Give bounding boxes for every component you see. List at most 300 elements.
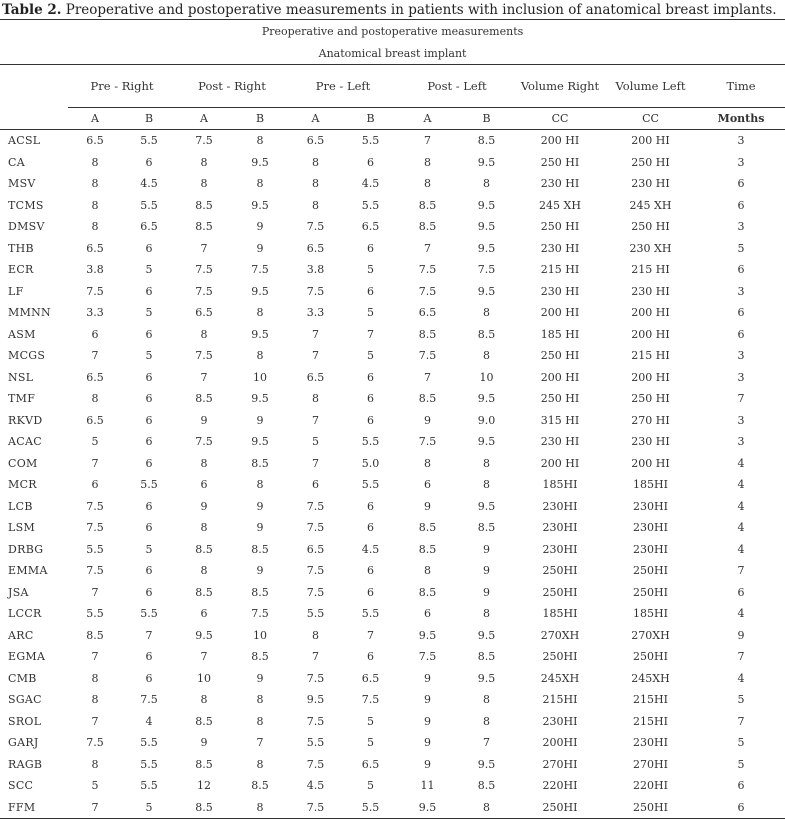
table-cell: 9.5	[251, 284, 269, 298]
table-cell: 250 HI	[540, 349, 580, 363]
table-cell: 270XH	[631, 628, 670, 642]
table-cell: 250 HI	[540, 155, 580, 169]
table-cell: 9.5	[251, 327, 269, 341]
blank-header-cell	[0, 65, 68, 108]
table-cell: 245XH	[540, 671, 580, 685]
table-row	[0, 410, 785, 432]
table-cell: 5.5	[361, 478, 380, 492]
table-cell: 6	[737, 177, 745, 191]
table-cell: 7	[256, 736, 264, 750]
table-cell: 8.5	[195, 392, 213, 406]
table-cell: 270XH	[540, 628, 580, 642]
table-cell: 230HI	[633, 542, 668, 556]
table-cell: 8	[232, 797, 288, 819]
table-cell: 250HI	[542, 564, 578, 578]
table-cell: 8	[91, 671, 99, 685]
table-cell: 6.5	[86, 134, 104, 148]
table-cell: 10	[253, 370, 267, 384]
table-cell: 5.5	[361, 607, 380, 621]
table-cell: 8	[424, 177, 431, 191]
table-cell: 4	[737, 607, 745, 621]
table-cell: 9	[256, 564, 264, 578]
table-cell: 200 HI	[631, 306, 670, 320]
table-cell: 4.5	[361, 542, 380, 556]
table-cell: 7.5	[418, 650, 437, 664]
table-cell: 7.5	[306, 220, 325, 234]
table-cell: 6	[145, 564, 153, 578]
table-cell: 9	[483, 564, 490, 578]
table-cell: 7.5	[418, 284, 437, 298]
table-row	[0, 216, 785, 238]
patient-initials-cell: ACAC	[8, 435, 42, 449]
table-row	[0, 668, 785, 690]
table-row	[0, 539, 785, 561]
table-cell: 250 HI	[631, 155, 670, 169]
table-cell: 9.5	[251, 198, 269, 212]
table-cell: 6.5	[195, 306, 213, 320]
table-cell: 8	[200, 693, 208, 707]
table-cell: 7.5	[306, 585, 325, 599]
table-cell: 200 HI	[631, 327, 670, 341]
table-cell: 8.5	[477, 779, 496, 793]
table-cell: 10	[479, 370, 494, 384]
header-post-right: Post - Right	[176, 65, 288, 108]
table-cell: 250HI	[542, 585, 578, 599]
table-cell: 9.5	[477, 671, 496, 685]
table-cell: 7	[312, 349, 319, 363]
table-cell: 215HI	[633, 714, 668, 728]
table-cell: 8	[483, 456, 490, 470]
table-cell: 5	[737, 736, 745, 750]
patient-initials-cell: LCCR	[8, 607, 42, 621]
patient-initials-cell: MMNN	[8, 306, 51, 320]
table-cell: 6	[312, 478, 319, 492]
subheader-b: B	[457, 108, 516, 130]
table-cell: 6	[91, 478, 99, 492]
table-cell: 5.5	[86, 607, 104, 621]
table-cell: 7.5	[86, 284, 104, 298]
table-cell: 9	[424, 714, 431, 728]
patient-initials-cell: RKVD	[8, 413, 43, 427]
table-cell: 5	[367, 263, 374, 277]
table-cell: 6.5	[306, 370, 325, 384]
table-cell: 8.5	[195, 542, 213, 556]
table-cell: 8	[200, 564, 208, 578]
table-cell: 5	[91, 779, 99, 793]
table-cell: 5	[737, 757, 745, 771]
patient-initials-cell: ACSL	[8, 134, 41, 148]
table-cell: 5.5	[140, 478, 158, 492]
table-cell: 3	[737, 220, 745, 234]
table-cell: 9	[424, 499, 431, 513]
table-cell: 4	[737, 478, 745, 492]
table-cell: 185HI	[633, 478, 668, 492]
table-cell: 8	[200, 155, 208, 169]
table-cell: 5	[122, 797, 176, 819]
table-cell: 8.5	[251, 585, 269, 599]
table-cell: 9	[256, 413, 264, 427]
table-cell: 8	[91, 220, 99, 234]
patient-initials-cell: LF	[8, 284, 24, 298]
table-cell: 5.5	[361, 198, 380, 212]
table-cell: 8	[483, 607, 490, 621]
table-cell: 8	[91, 757, 99, 771]
table-cell: 7.5	[361, 693, 380, 707]
patient-initials-cell: DMSV	[8, 220, 45, 234]
table-cell: 9	[200, 499, 208, 513]
table-cell: 5	[367, 736, 374, 750]
table-cell: 6	[145, 456, 153, 470]
table-cell: 230 XH	[629, 241, 672, 255]
table-cell: 8.5	[418, 521, 437, 535]
table-cell: 230HI	[633, 499, 668, 513]
table-cell: 6.5	[140, 220, 158, 234]
table-cell: 8	[483, 306, 490, 320]
table-subtitle-row	[0, 42, 785, 65]
table-cell: 9.5	[477, 155, 496, 169]
table-cell: 5.5	[140, 736, 158, 750]
table-cell: 8	[424, 456, 431, 470]
table-cell: 9	[483, 542, 490, 556]
table-cell: 7	[91, 585, 99, 599]
table-cell: 6.5	[361, 671, 380, 685]
table-cell: 315 HI	[540, 413, 580, 427]
table-cell: 8	[256, 306, 264, 320]
table-cell: 245XH	[631, 671, 670, 685]
table-cell: 8.5	[418, 542, 437, 556]
table-cell: 6	[145, 650, 153, 664]
table-cell: 5.5	[86, 542, 104, 556]
table-cell: 200HI	[542, 736, 578, 750]
table-cell: 6	[367, 521, 374, 535]
table-cell: 9.5	[477, 284, 496, 298]
table-cell: 8	[483, 177, 490, 191]
table-cell: 6	[737, 327, 745, 341]
table-cell: 3.8	[306, 263, 325, 277]
table-cell: 3	[737, 435, 745, 449]
table-cell: 9.5	[251, 435, 269, 449]
table-cell: 8.5	[418, 585, 437, 599]
table-cell: 9	[483, 585, 490, 599]
table-cell: 8	[256, 757, 264, 771]
table-cell: 7	[737, 392, 745, 406]
table-cell: 8	[91, 392, 99, 406]
table-cell: 6	[367, 241, 374, 255]
table-cell: 5	[367, 714, 374, 728]
table-cell: 250HI	[633, 585, 668, 599]
table-row	[0, 281, 785, 303]
table-cell: 215HI	[542, 693, 578, 707]
subheader-cc-left: CC	[604, 108, 697, 130]
table-cell: 185HI	[633, 607, 668, 621]
table-cell: 5.5	[306, 607, 325, 621]
table-cell: 7	[424, 370, 431, 384]
table-cell: 3	[737, 370, 745, 384]
table-cell: 245 XH	[539, 198, 581, 212]
table-cell: 245 XH	[629, 198, 672, 212]
patient-initials-cell: CMB	[8, 671, 37, 685]
patient-initials-cell: LSM	[8, 521, 36, 535]
table-cell: 200 HI	[631, 456, 670, 470]
table-cell: 7	[312, 413, 319, 427]
table-cell: 6	[737, 306, 745, 320]
table-cell: 6	[367, 499, 374, 513]
table-row	[0, 152, 785, 174]
table-cell: 9	[424, 693, 431, 707]
table-cell: 6	[367, 564, 374, 578]
table-cell: 8	[256, 478, 264, 492]
table-cell: 7	[737, 564, 745, 578]
table-cell: 7.5	[477, 263, 496, 277]
table-row	[0, 431, 785, 453]
table-cell: 250HI	[633, 564, 668, 578]
patient-initials-cell: TCMS	[8, 198, 44, 212]
subheader-a: A	[288, 108, 343, 130]
table-cell: 8.5	[418, 198, 437, 212]
patient-initials-cell: MCR	[8, 478, 37, 492]
table-cell: 7.5	[306, 499, 325, 513]
table-cell: 6	[91, 327, 99, 341]
table-cell: 6	[367, 650, 374, 664]
table-cell: 6	[200, 607, 208, 621]
table-cell: 250 HI	[540, 220, 580, 234]
table-cell: 3	[737, 134, 745, 148]
table-cell: 8	[256, 349, 264, 363]
table-cell: 7.5	[418, 263, 437, 277]
table-cell: 4	[737, 671, 745, 685]
table-cell: 230HI	[542, 542, 578, 556]
table-cell: 7.5	[86, 564, 104, 578]
table-cell: 270HI	[542, 757, 578, 771]
table-cell: 5.5	[343, 797, 398, 819]
table-cell: 6.5	[306, 542, 325, 556]
table-cell: 230HI	[542, 521, 578, 535]
patient-initials-cell: ARC	[8, 628, 34, 642]
table-cell: 230 HI	[540, 435, 580, 449]
header-pre-right: Pre - Right	[68, 65, 176, 108]
table-cell: 8.5	[477, 134, 496, 148]
patient-initials-cell: EGMA	[8, 650, 46, 664]
header-volume-right: Volume Right	[516, 65, 604, 108]
table-cell: 250HI	[542, 650, 578, 664]
table-cell: 6	[145, 585, 153, 599]
table-cell: 10	[253, 628, 267, 642]
table-cell: 7.5	[86, 521, 104, 535]
blank-subheader-cell	[0, 108, 68, 130]
table-cell: 6.5	[361, 757, 380, 771]
table-cell: 5	[312, 435, 319, 449]
table-cell: 5	[145, 306, 153, 320]
subheader-a: A	[176, 108, 232, 130]
table-cell: 6	[145, 155, 153, 169]
table-cell: 4	[737, 456, 745, 470]
table-cell: 7	[145, 628, 153, 642]
table-cell: 8.5	[195, 714, 213, 728]
table-cell: 200 HI	[540, 456, 580, 470]
table-cell: 5	[737, 693, 745, 707]
table-cell: 9.5	[195, 628, 213, 642]
table-cell: 6.5	[306, 134, 325, 148]
table-cell: 7.5	[306, 521, 325, 535]
caption-text: Preoperative and postoperative measurements in patients with inclusion of anatomical breast implants.	[61, 2, 777, 18]
table-cell: 9	[424, 413, 431, 427]
table-row	[0, 302, 785, 324]
table-cell: 9	[424, 671, 431, 685]
table-cell: 9.5	[477, 757, 496, 771]
table-cell: 7.5	[306, 284, 325, 298]
table-cell: 4.5	[306, 779, 325, 793]
table-cell: 7.5	[418, 349, 437, 363]
header-pre-left: Pre - Left	[288, 65, 398, 108]
table-title-row	[0, 20, 785, 43]
table-cell: 6.5	[306, 241, 325, 255]
table-cell: 270 HI	[631, 413, 670, 427]
patient-initials-cell: NSL	[8, 370, 34, 384]
table-cell: 3.3	[306, 306, 325, 320]
patient-initials-cell: MSV	[8, 177, 36, 191]
table-cell: 7	[200, 241, 208, 255]
patient-initials-cell: EMMA	[8, 564, 48, 578]
table-cell: 6	[145, 413, 153, 427]
table-row	[0, 238, 785, 260]
table-row	[0, 130, 785, 152]
table-row	[0, 173, 785, 195]
table-row	[0, 324, 785, 346]
sub-header-row	[0, 108, 785, 130]
table-cell: 4	[737, 542, 745, 556]
table-cell: 6	[424, 607, 431, 621]
table-cell: 9.5	[477, 499, 496, 513]
table-row	[0, 517, 785, 539]
table-cell: 270HI	[633, 757, 668, 771]
table-cell: 9	[256, 499, 264, 513]
patient-initials-cell: JSA	[8, 585, 29, 599]
table-cell: 4.5	[361, 177, 380, 191]
table-cell: 215 HI	[540, 263, 580, 277]
table-cell: 4.5	[140, 177, 158, 191]
table-cell: 8.5	[418, 392, 437, 406]
table-cell: 185 HI	[540, 327, 580, 341]
table-cell: 6	[367, 392, 374, 406]
table-row	[0, 646, 785, 668]
patient-initials-cell: SCC	[8, 779, 34, 793]
table-cell: 215 HI	[631, 263, 670, 277]
table-cell: 5	[145, 542, 153, 556]
table-cell: 8	[256, 177, 264, 191]
table-cell: 6	[367, 155, 374, 169]
table-cell: 7	[424, 241, 431, 255]
table-cell: 5	[145, 263, 153, 277]
table-cell: 5.5	[140, 134, 158, 148]
group-header-row	[0, 65, 785, 108]
table-cell: 185HI	[542, 478, 578, 492]
table-cell: 8	[200, 456, 208, 470]
table-cell: 8	[424, 564, 431, 578]
table-cell: 6	[424, 478, 431, 492]
table-cell: 9.5	[306, 693, 325, 707]
table-cell: 5.5	[306, 736, 325, 750]
table-row	[0, 496, 785, 518]
table-cell: 6	[200, 478, 208, 492]
table-row	[0, 195, 785, 217]
table-cell: 5	[367, 779, 374, 793]
table-row	[0, 388, 785, 410]
table-cell: 9	[256, 220, 264, 234]
table-cell: 200 HI	[540, 134, 580, 148]
table-cell: 7.5	[306, 671, 325, 685]
table-cell: 6	[367, 585, 374, 599]
subheader-cc-right: CC	[516, 108, 604, 130]
table-cell: 9.5	[251, 392, 269, 406]
table-cell: 3	[737, 349, 745, 363]
table-cell: 7	[91, 349, 99, 363]
table-cell: 6.5	[361, 220, 380, 234]
table-cell: 6	[145, 435, 153, 449]
table-cell: 7	[200, 650, 208, 664]
table-cell: 6	[145, 241, 153, 255]
table-cell: 9.0	[477, 413, 496, 427]
table-row	[0, 582, 785, 604]
table-cell: 5.5	[140, 779, 158, 793]
table-row	[0, 689, 785, 711]
table-cell: 6	[145, 521, 153, 535]
table-cell: 8.5	[86, 628, 104, 642]
patient-initials-cell: ASM	[8, 327, 36, 341]
table-cell: 7.5	[251, 607, 269, 621]
table-cell: 5.5	[140, 607, 158, 621]
table-cell: 5	[145, 349, 153, 363]
table-row	[0, 560, 785, 582]
table-cell: 8.5	[251, 456, 269, 470]
table-cell: 230 HI	[540, 284, 580, 298]
table-cell: 3.3	[86, 306, 104, 320]
table-cell: 200 HI	[540, 370, 580, 384]
table-subtitle: Anatomical breast implant	[318, 46, 467, 60]
table-cell: 6.5	[86, 241, 104, 255]
table-cell: 6.5	[86, 413, 104, 427]
patient-initials-cell: ECR	[8, 263, 34, 277]
table-row	[0, 345, 785, 367]
subheader-b: B	[232, 108, 288, 130]
patient-initials-cell: SROL	[8, 714, 42, 728]
table-row	[0, 732, 785, 754]
table-cell: 8.5	[477, 521, 496, 535]
table-body	[0, 130, 785, 819]
table-cell: 5.5	[140, 757, 158, 771]
table-row	[0, 259, 785, 281]
table-cell: 7	[312, 650, 319, 664]
header-post-left: Post - Left	[398, 65, 516, 108]
table-cell: 8.5	[251, 650, 269, 664]
table-cell: 7.5	[195, 284, 213, 298]
table-cell: 9.5	[477, 435, 496, 449]
table-cell: 7.5	[288, 797, 343, 819]
table-cell: 8	[312, 155, 319, 169]
table-cell: 8	[312, 198, 319, 212]
table-cell: 8	[312, 628, 319, 642]
table-cell: 9.5	[477, 628, 496, 642]
table-cell: 230HI	[542, 714, 578, 728]
table-cell: 250 HI	[540, 392, 580, 406]
table-cell: 8.5	[251, 779, 269, 793]
table-cell: 5.0	[361, 456, 380, 470]
table-cell: 6	[145, 370, 153, 384]
table-cell: 230HI	[633, 736, 668, 750]
table-cell: 9.5	[477, 241, 496, 255]
table-cell: 5.5	[140, 198, 158, 212]
table-cell: 250 HI	[631, 220, 670, 234]
table-cell: 4	[737, 521, 745, 535]
